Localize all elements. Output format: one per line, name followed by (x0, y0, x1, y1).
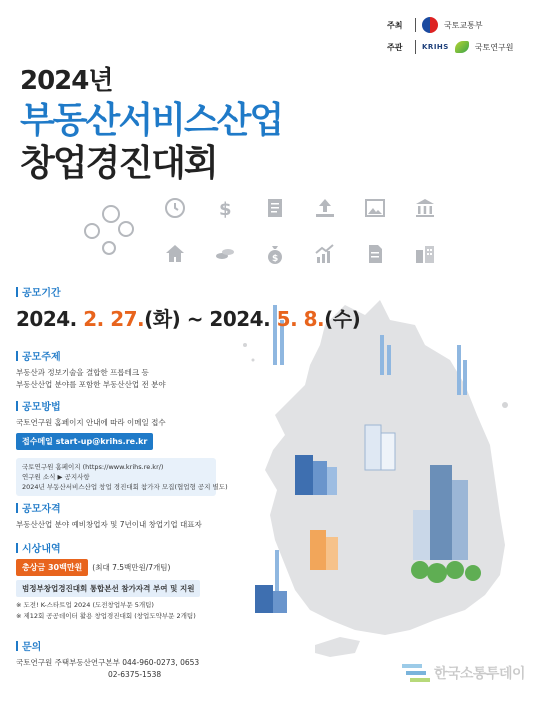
method-notes (16, 458, 228, 496)
theme-line-2: 부동산산업 분야를 포함한 부동산산업 전 분야 (16, 380, 166, 389)
svg-text:$: $ (219, 199, 232, 220)
awards-heading: 시상내역 (16, 540, 200, 555)
upload-icon (313, 196, 337, 220)
email-pill[interactable]: 접수메일 start-up@krihs.re.kr (16, 433, 153, 450)
building-cluster-small (255, 585, 287, 613)
note-line[interactable]: 국토연구원 홈페이지 (https://www.krihs.re.kr/) (22, 463, 164, 471)
dollar-icon (213, 196, 237, 220)
manager-name: 국토연구원 (474, 42, 514, 52)
coins-icon (213, 242, 237, 266)
contact-line-1: 국토연구원 주택부동산연구본부 044-960-0273, 0653 (16, 658, 200, 667)
document-icon (263, 196, 287, 220)
krihs-leaf-icon (455, 41, 469, 53)
svg-text:$: $ (272, 254, 279, 264)
note-line: 2024년 부동산서비스산업 창업 경진대회 참가자 모집(협업형 공지 별도) (22, 483, 228, 491)
divider (415, 18, 416, 32)
eligibility-heading: 공모자격 (16, 500, 202, 515)
method-section (16, 398, 228, 496)
house-icon (163, 242, 187, 266)
image-icon (363, 196, 387, 220)
korea-map-illustration (215, 285, 535, 665)
awards-section (16, 540, 200, 622)
contact-line-2: 02-6375-1538 (108, 670, 162, 679)
period-section (16, 284, 360, 332)
watermark (402, 662, 525, 684)
method-line: 국토연구원 홈페이지 안내에 따라 이메일 접수 (16, 418, 166, 427)
eligibility-line: 부동산산업 분야 예비창업자 및 7년이내 창업기업 대표자 (16, 520, 202, 529)
manager-row (387, 36, 527, 58)
organizer-label: 주최 (387, 20, 403, 30)
prize-extra: (최대 7.5백만원/7개팀) (92, 563, 171, 572)
people-network-icon (82, 205, 142, 265)
award-note-2: ※ 제12회 공공데이터 활용 창업경진대회 (창업도약부문 2개팀) (16, 612, 196, 620)
contact-heading: 문의 (16, 638, 199, 653)
divider (415, 40, 416, 54)
prize-row (16, 559, 200, 576)
manager-label: 주관 (387, 42, 403, 52)
title-sub: 창업경진대회 (20, 143, 217, 184)
molit-logo-icon (422, 17, 438, 33)
period-dates: 2024. 2. 27.(화) ~ 2024. 5. 8.(수) (16, 307, 361, 331)
hosts-block (387, 14, 527, 58)
chart-growth-icon (313, 242, 337, 266)
watermark-logo-icon (402, 662, 430, 684)
theme-section (16, 348, 166, 391)
prize-pill: 총상금 30백만원 (16, 559, 88, 576)
theme-heading: 공모주제 (16, 348, 166, 363)
note-line: 연구원 소식 ▶ 공지사항 (22, 473, 90, 481)
file-icon (363, 242, 387, 266)
money-bag-icon (263, 242, 287, 266)
period-heading: 공모기간 (16, 284, 360, 299)
krihs-mark: KRIHS (422, 43, 449, 51)
watermark-text: 한국소통투데이 (433, 666, 525, 682)
organizer-row (387, 14, 527, 36)
bank-icon (413, 196, 437, 220)
organizer-name: 국토교통부 (444, 20, 483, 30)
eligibility-section (16, 500, 202, 531)
theme-line-1: 부동산과 정보기술을 결합한 프롭테크 등 (16, 368, 149, 377)
award-note-1: ※ 도전! K-스타트업 2024 (도전창업부문 5개팀) (16, 601, 154, 609)
benefit-pill: 범정부창업경진대회 통합본선 참가자격 부여 및 지원 (16, 580, 200, 597)
contact-section (16, 638, 199, 681)
title-year: 2024년 (20, 66, 113, 96)
method-heading: 공모방법 (16, 398, 216, 413)
city-icon (413, 242, 437, 266)
clock-icon (163, 196, 187, 220)
title-main: 부동산서비스산업 (20, 100, 283, 141)
icon-grid (155, 190, 455, 270)
